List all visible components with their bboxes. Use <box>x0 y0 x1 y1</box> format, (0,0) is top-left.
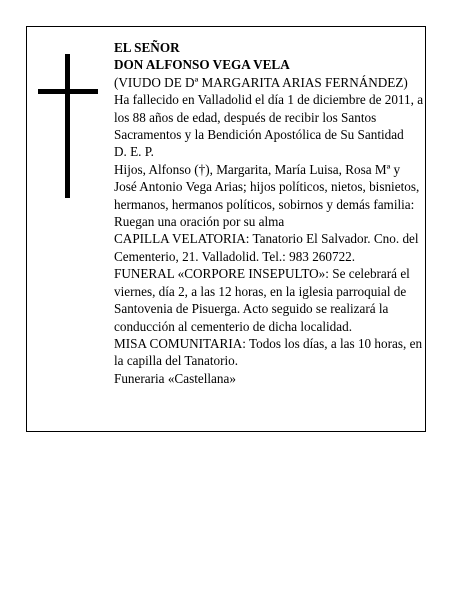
mass-info: MISA COMUNITARIA: Todos los días, a las 10 horas, en la capilla del Tanatorio. <box>114 335 423 369</box>
funeral-info: FUNERAL «CORPORE INSEPULTO»: Se celebrará el viernes, día 2, a las 12 horas, en la iglesia parroquial de Santovenia de Pisuerga. Acto seguido se realizará la conducción al cementerio de dicha localidad. <box>114 266 410 334</box>
deceased-name: DON ALFONSO VEGA VELA <box>114 57 290 73</box>
obituary-text <box>114 39 426 387</box>
deceased-title: EL SEÑOR <box>114 40 180 55</box>
cross-horizontal-bar <box>38 89 98 94</box>
chapel-info: CAPILLA VELATORIA: Tanatorio El Salvador. Cno. del Cementerio, 21. Valladolid. Tel.: 983 260722. <box>114 231 419 264</box>
rip-line: D. E. P. <box>114 144 154 160</box>
prayer-request: Ruegan una oración por su alma <box>114 214 285 230</box>
death-info: Ha fallecido en Valladolid el día 1 de diciembre de 2011, a los 88 años de edad, después de recibir los Santos Sacramentos y la Bendición Apostólica de Su Santidad <box>114 92 424 143</box>
cross-icon <box>38 54 98 198</box>
funeral-home: Funeraria «Castellana» <box>114 370 236 386</box>
widower-line: (VIUDO DE Dª MARGARITA ARIAS FERNÁNDEZ) <box>114 74 408 90</box>
cross-vertical-bar <box>65 54 70 198</box>
family-list: Hijos, Alfonso (†), Margarita, María Luisa, Rosa Mª y José Antonio Vega Arias; hijos políticos, nietos, bisnietos, hermanos, hermanos políticos, sobirnos y demás familia: <box>114 161 420 212</box>
